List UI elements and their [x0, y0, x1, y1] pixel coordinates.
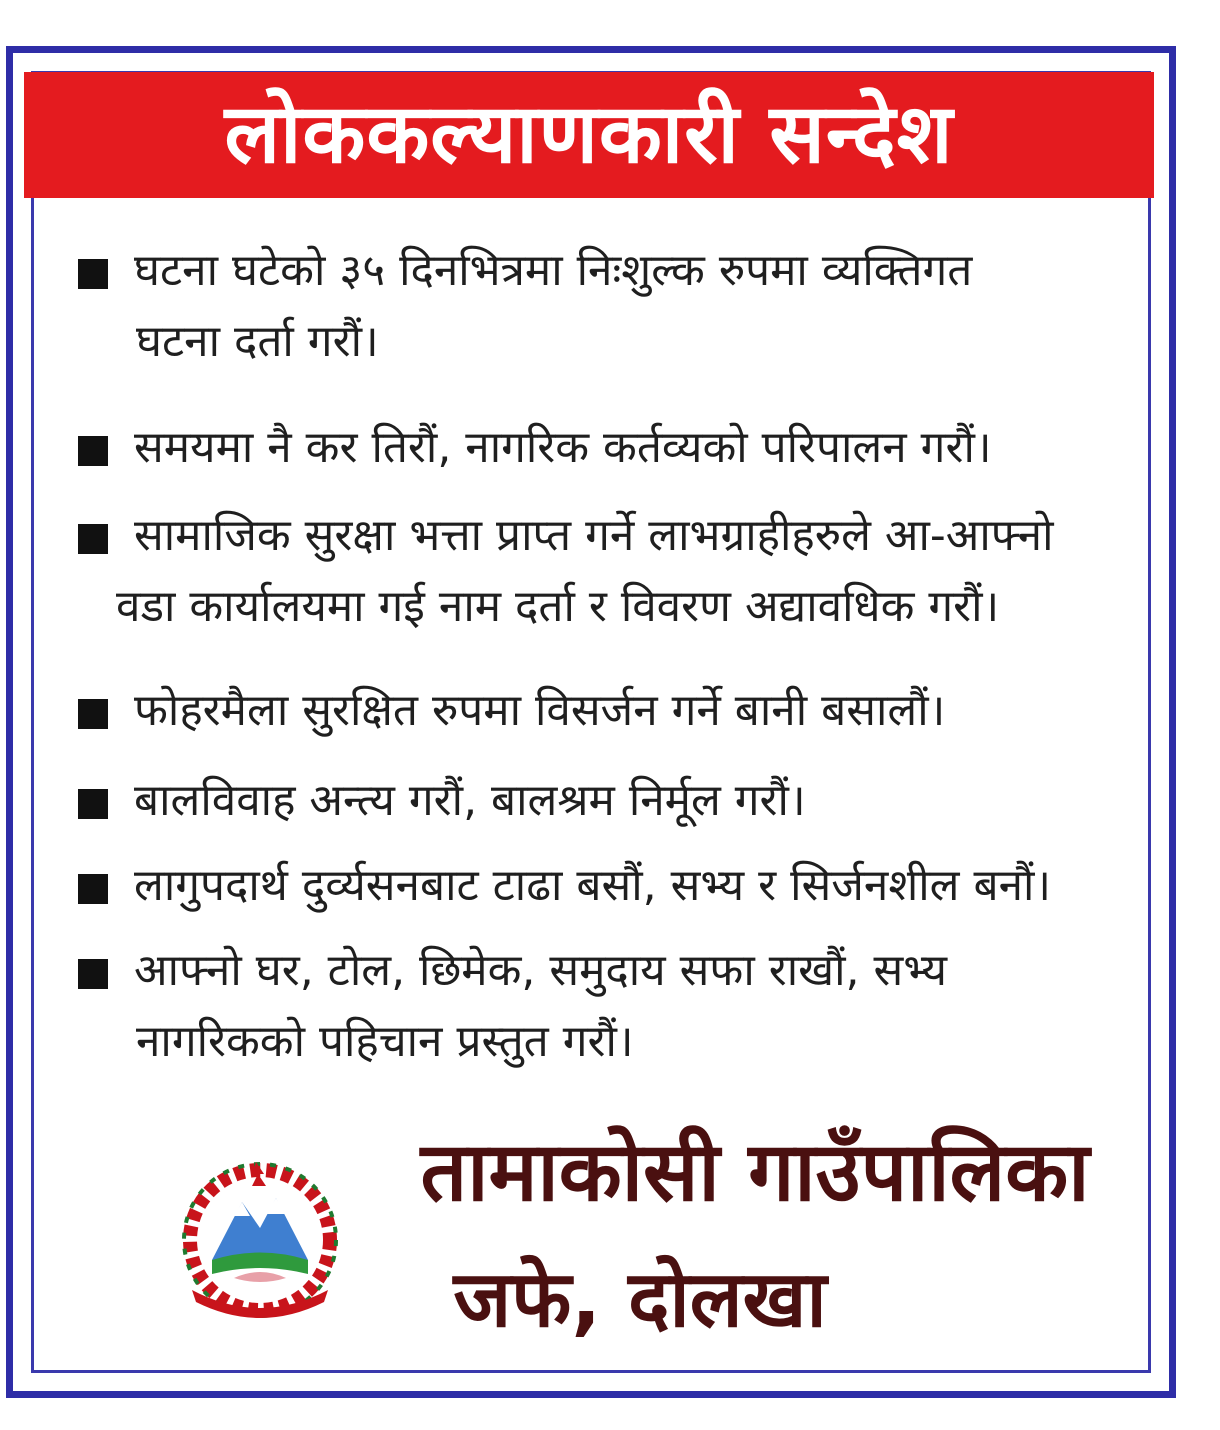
nepal-emblem-logo	[172, 1150, 348, 1326]
message-text: लागुपदार्थ दुर्व्यसनबाट टाढा बसौं, सभ्य र सिर्जनशील बनौं।	[134, 860, 1052, 911]
message-text: आफ्नो घर, टोल, छिमेक, समुदाय सफा राखौं, सभ्य	[134, 945, 948, 996]
message-text: बालविवाह अन्त्य गरौं, बालश्रम निर्मूल गरौं।	[134, 775, 806, 826]
organization-name: तामाकोसी गाउँपालिका	[420, 1125, 1090, 1220]
message-text: घटना घटेको ३५ दिनभित्रमा निःशुल्क रुपमा व्यक्तिगत	[134, 245, 973, 296]
message-text: समयमा नै कर तिरौं, नागरिक कर्तव्यको परिपालन गरौं।	[134, 422, 992, 473]
message-item-3	[78, 510, 1158, 634]
bullet-square-icon	[78, 436, 108, 466]
title-banner	[24, 72, 1154, 198]
message-item-4	[78, 685, 1158, 738]
message-text: सामाजिक सुरक्षा भत्ता प्राप्त गर्ने लाभग्राहीहरुले आ-आफ्नो	[134, 510, 1054, 561]
bullet-square-icon	[78, 259, 108, 289]
message-item-7	[78, 945, 1158, 1069]
message-item-1	[78, 245, 1158, 369]
message-text: फोहरमैला सुरक्षित रुपमा विसर्जन गर्ने बानी बसालौं।	[134, 685, 946, 736]
page-title: लोककल्याणकारी सन्देश	[224, 87, 954, 182]
message-item-2	[78, 422, 1158, 475]
bullet-square-icon	[78, 959, 108, 989]
bullet-square-icon	[78, 524, 108, 554]
message-item-5	[78, 775, 1158, 828]
bullet-square-icon	[78, 874, 108, 904]
message-text-continued: नागरिकको पहिचान प्रस्तुत गरौं।	[136, 1015, 634, 1067]
message-text-continued: वडा कार्यालयमा गई नाम दर्ता र विवरण अद्यावधिक गरौं।	[116, 580, 1000, 632]
organization-address: जफे, दोलखा	[453, 1255, 827, 1345]
bullet-square-icon	[78, 789, 108, 819]
message-text-continued: घटना दर्ता गरौं।	[136, 315, 379, 367]
message-item-6	[78, 860, 1158, 913]
bullet-square-icon	[78, 699, 108, 729]
